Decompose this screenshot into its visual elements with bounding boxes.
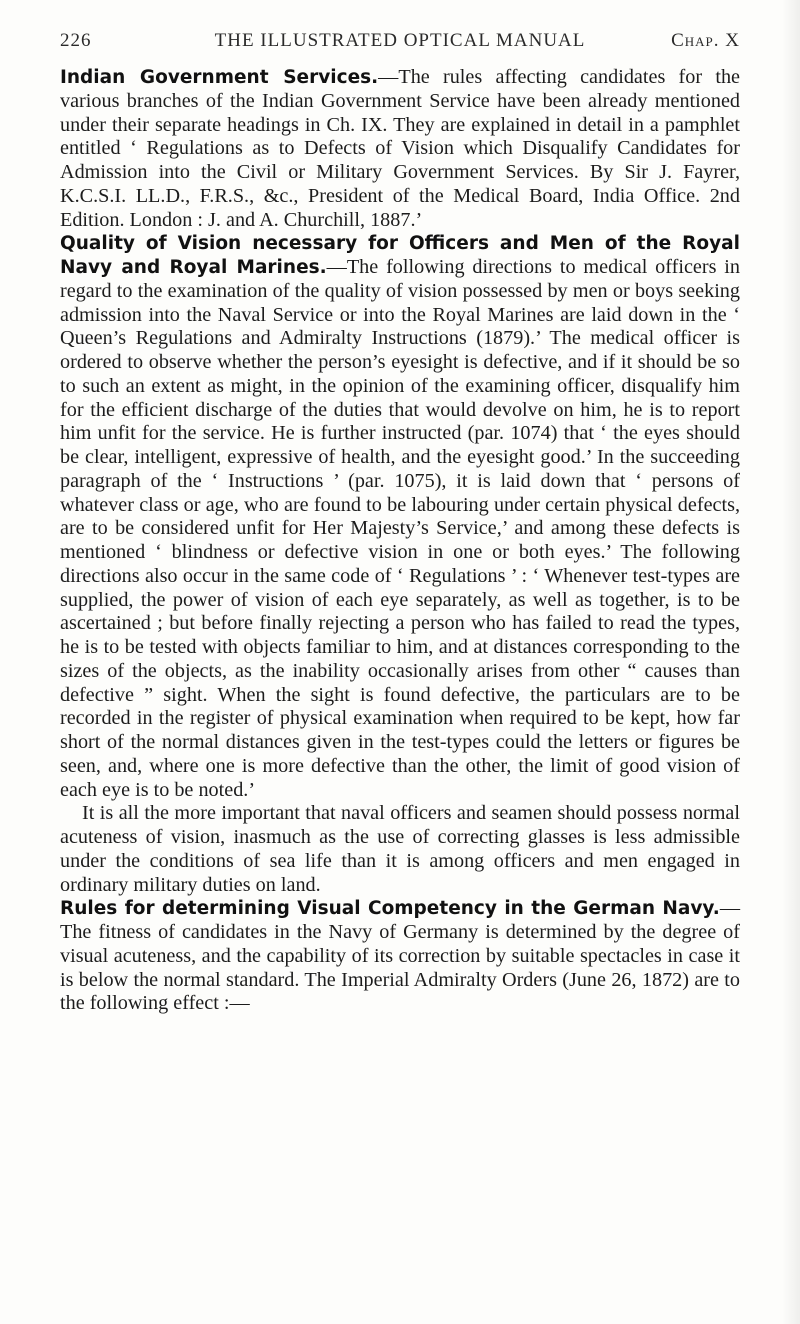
section-heading: Indian Government Services. [60, 67, 379, 88]
section-indian-government [60, 66, 740, 232]
section-text: —The fitness of candidates in the Navy of Germany is determined by the degree of visual acuteness, and the capability of its correction by suitable spectacles in case it is below the normal standard. The Imperial Admiralty Orders (June 26, 1872) are to the following effect :— [60, 897, 740, 1015]
section-text: —The following directions to medical officers in regard to the examination of the quality of vision possessed by men or boys seeking admission into the Naval Service or into the Royal Marines are laid down in the ‘ Queen’s Regulations and Admiralty Instructions (1879).’ The medical officer is ordered to observe whether the person’s eyesight is defective, and if it should be so to such an extent as might, in the opinion of the examining officer, disqualify him for the efficient discharge of the duties that would devolve on him, he is to report him unfit for the service. He is further instructed (par. 1074) that ‘ the eyes should be clear, intelligent, expressive of health, and the eyesight good.’ In the succeeding paragraph of the ‘ Instructions ’ (par. 1075), it is laid down that ‘ persons of whatever class or age, who are found to be labouring under certain physical defects, are to be considered unfit for Her Majesty’s Service,’ and among these defects is mentioned ‘ blindness or defective vision in one or both eyes.’ The following directions also occur in the same code of ‘ Regulations ’ : ‘ Whenever test-types are supplied, the power of vision of each eye separately, as well as together, is to be ascertained ; but before finally rejecting a person who has failed to read the types, he is to be tested with objects familiar to him, and at distances corresponding to the sizes of the objects, as the inability occasionally arises from other “ causes than defective ” sight. When the sight is found defective, the particulars are to be recorded in the register of physical examination when required to be kept, how far short of the normal distances given in the test-types could the letters or figures be seen, and, where one is more defective than the other, the limit of good vision of each eye is to be noted.’ [60, 256, 740, 801]
paragraph-naval-officers [60, 802, 740, 897]
section-heading: Rules for determining Visual Competency in the German Navy. [60, 898, 720, 920]
page-edge-shadow [782, 0, 800, 1324]
chapter-label: Chap. X [671, 30, 740, 51]
section-heading: Quality of Vision necessary for Officers and Men of the Royal Navy and Royal Marines. [60, 233, 740, 278]
paragraph-text: It is all the more important that naval officers and seamen should possess normal acuteness of vision, inasmuch as the use of correcting glasses is less admissible under the conditions of sea life than it is among officers and men engaged in ordinary military duties on land. [60, 802, 740, 896]
section-royal-navy [60, 232, 740, 802]
book-title: THE ILLUSTRATED OPTICAL MANUAL [214, 30, 586, 51]
body-text [60, 66, 740, 1016]
section-text: —The rules affecting candidates for the various branches of the Indian Government Service have been already mentioned under their separate headings in Ch. IX. They are explained in detail in a pamphlet entitled ‘ Regulations as to Defects of Vision which Disqualify Candidates for Admission into the Civil or Military Government Services. By Sir J. Fayrer, K.C.S.I. LL.D., F.R.S., &c., President of the Medical Board, India Office. 2nd Edition. London : J. and A. Churchill, 1887.’ [60, 66, 740, 231]
page-number: 226 [60, 30, 92, 51]
section-german-navy [60, 897, 740, 1016]
running-head [60, 30, 740, 52]
